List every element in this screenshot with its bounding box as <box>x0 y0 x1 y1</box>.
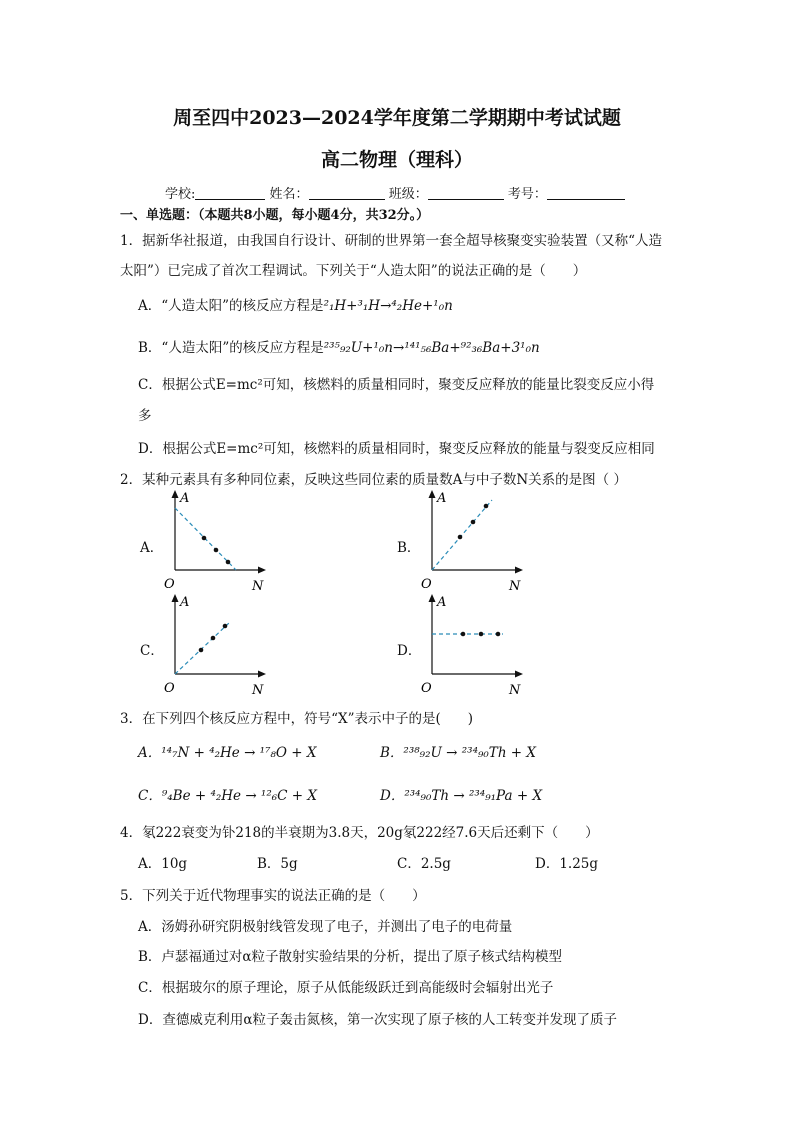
data-point <box>458 535 463 540</box>
class-label: 班级： <box>388 187 428 202</box>
q1-option-b-text: B．“人造太阳”的核反应方程是 <box>138 340 324 356</box>
q1-option-a-text: A．“人造太阳”的核反应方程是 <box>138 298 324 314</box>
q4-option-c[interactable]: C．2.5g <box>397 856 451 872</box>
y-axis-arrow <box>172 490 179 498</box>
school-field[interactable] <box>195 185 265 200</box>
q1-stem-line1: 1．据新华社报道，由我国自行设计、研制的世界第一套全超导核聚变实验装置（又称“人造 <box>120 233 662 249</box>
q1-option-c-line2: 多 <box>138 408 152 424</box>
trend-line <box>432 500 492 570</box>
origin-label: O <box>164 681 175 696</box>
x-axis-label: N <box>252 683 264 698</box>
class-field[interactable] <box>428 185 504 200</box>
school-label: 学校: <box>165 187 196 202</box>
q2-option-b-label[interactable]: B． <box>397 540 421 556</box>
trend-line <box>175 622 230 674</box>
q5-stem: 5．下列关于近代物理事实的说法正确的是（ ） <box>120 888 426 904</box>
y-axis-label: A <box>437 595 447 610</box>
q5-option-d[interactable]: D．查德威克利用α粒子轰击氮核，第一次实现了原子核的人工转变并发现了质子 <box>138 1012 617 1028</box>
q1-stem-line2: 太阳”）已完成了首次工程调试。下列关于“人造太阳”的说法正确的是（ ） <box>120 263 587 279</box>
q1-option-d[interactable]: D．根据公式E=mc²可知，核燃料的质量相同时，聚变反应释放的能量与裂变反应相同 <box>138 441 655 457</box>
exam-no-label: 考号： <box>507 187 547 202</box>
y-axis-arrow <box>429 594 436 602</box>
q5-option-c[interactable]: C．根据玻尔的原子理论，原子从低能级跃迁到高能级时会辐射出光子 <box>138 980 554 996</box>
section-heading: 一、单选题：（本题共8小题，每小题4分，共32分。） <box>120 208 430 223</box>
q2-option-d-label[interactable]: D． <box>397 643 422 659</box>
x-axis-arrow <box>515 671 523 678</box>
info-fields-row <box>165 183 625 202</box>
x-axis-label: N <box>509 683 521 698</box>
y-axis-arrow <box>172 594 179 602</box>
data-point <box>479 632 484 637</box>
q2-graph-c[interactable] <box>160 592 280 700</box>
y-axis-label: A <box>180 595 190 610</box>
q3-option-a[interactable]: A．¹⁴₇N + ⁴₂He → ¹⁷₈O + X <box>138 745 317 761</box>
y-axis-label: A <box>437 491 447 506</box>
name-field[interactable] <box>309 185 385 200</box>
q4-option-d[interactable]: D．1.25g <box>535 856 599 872</box>
q5-option-a[interactable]: A．汤姆孙研究阴极射线管发现了电子，并测出了电子的电荷量 <box>138 919 513 935</box>
q1-option-b[interactable] <box>138 336 540 356</box>
origin-label: O <box>421 681 432 696</box>
page-subtitle: 高二物理（理科） <box>320 149 473 171</box>
q3-option-c[interactable]: C．⁹₄Be + ⁴₂He → ¹²₆C + X <box>138 788 318 804</box>
data-point <box>226 560 231 565</box>
x-axis-arrow <box>258 671 266 678</box>
exam-no-field[interactable] <box>547 185 625 200</box>
q2-graph-b[interactable] <box>417 488 537 596</box>
data-point <box>199 648 204 653</box>
q5-option-b[interactable]: B．卢瑟福通过对α粒子散射实验结果的分析，提出了原子核式结构模型 <box>138 949 563 965</box>
data-point <box>484 504 489 509</box>
y-axis-label: A <box>180 491 190 506</box>
q2-option-a-label[interactable]: A． <box>140 540 164 556</box>
x-axis-arrow <box>515 567 523 574</box>
data-point <box>471 520 476 525</box>
q2-graph-d[interactable] <box>417 592 537 700</box>
q3-option-b[interactable]: B．²³⁸₉₂U → ²³⁴₉₀Th + X <box>380 745 537 761</box>
data-point <box>211 636 216 641</box>
data-point <box>202 536 207 541</box>
q1-option-a-formula: ²₁H+³₁H→⁴₂He+¹₀n <box>323 298 453 314</box>
x-axis-label: N <box>509 579 521 594</box>
q1-option-a[interactable] <box>138 294 453 314</box>
data-point <box>223 624 228 629</box>
q1-option-b-formula: ²³⁵₉₂U+¹₀n→¹⁴¹₅₆Ba+⁹²₃₆Ba+3¹₀n <box>323 340 540 356</box>
q3-option-d[interactable]: D．²³⁴₉₀Th → ²³⁴₉₁Pa + X <box>380 788 543 804</box>
name-label: 姓名： <box>269 187 309 202</box>
page-title: 周至四中2023—2024学年度第二学期期中考试试题 <box>173 107 621 129</box>
data-point <box>461 632 466 637</box>
q3-stem: 3．在下列四个核反应方程中，符号“X”表示中子的是( ) <box>120 711 474 727</box>
q2-option-c-label[interactable]: C． <box>140 643 164 659</box>
q1-option-c-line1[interactable]: C．根据公式E=mc²可知，核燃料的质量相同时，聚变反应释放的能量比裂变反应小得 <box>138 377 655 393</box>
q2-graph-a[interactable] <box>160 488 280 596</box>
q4-stem: 4．氡222衰变为钋218的半衰期为3.8天，20g氡222经7.6天后还剩下（ ） <box>120 825 599 841</box>
q4-option-a[interactable]: A．10g <box>138 856 188 872</box>
q4-option-b[interactable]: B．5g <box>257 856 298 872</box>
y-axis-arrow <box>429 490 436 498</box>
data-point <box>496 632 501 637</box>
q2-stem: 2．某种元素具有多种同位素，反映这些同位素的质量数A与中子数N关系的是图（ ） <box>120 472 627 488</box>
x-axis-arrow <box>258 567 266 574</box>
data-point <box>214 548 219 553</box>
x-axis-label: N <box>252 579 264 594</box>
origin-label: O <box>421 577 432 592</box>
origin-label: O <box>164 577 175 592</box>
